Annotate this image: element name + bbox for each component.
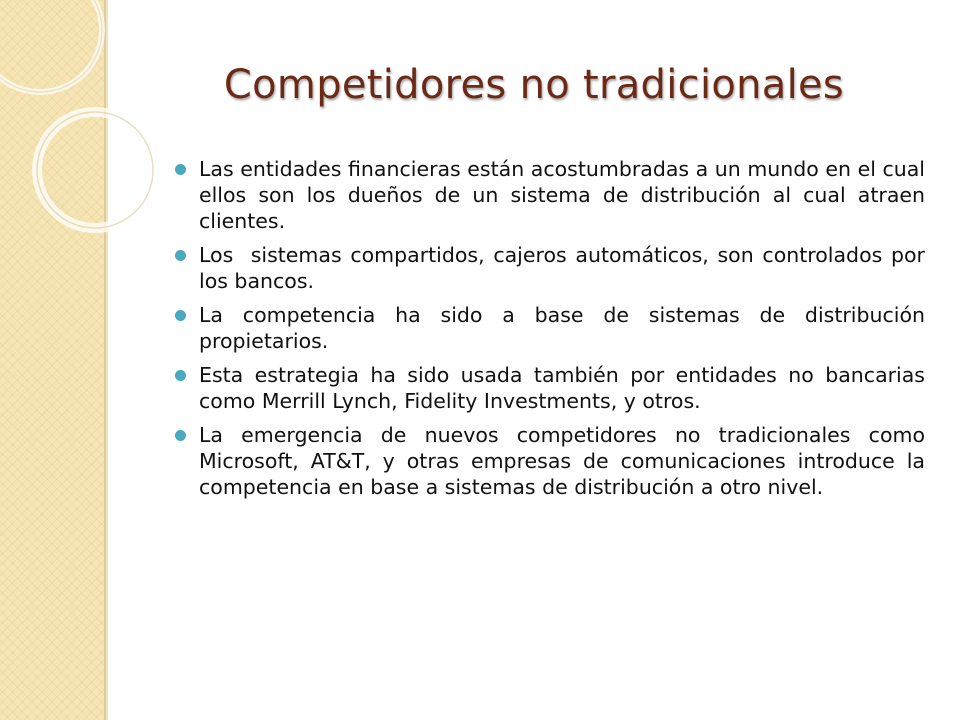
bullet-item bbox=[175, 302, 925, 354]
bullet-text: Los sistemas compartidos, cajeros automáticos, son controlados por los bancos. bbox=[199, 243, 932, 293]
circle-bullet-icon bbox=[175, 310, 186, 321]
circle-bullet-icon bbox=[175, 250, 186, 261]
bullet-text: Esta estrategia ha sido usada también por entidades no bancarias como Merrill Lynch, Fidelity Investments, y otros. bbox=[199, 363, 925, 413]
bullet-item bbox=[175, 242, 932, 294]
bullet-text: Las entidades financieras están acostumbradas a un mundo en el cual ellos son los dueños de un sistema de distribución al cual atraen clientes. bbox=[199, 157, 925, 233]
bullet-item bbox=[175, 362, 925, 414]
bullet-list bbox=[175, 156, 932, 508]
circle-bullet-icon bbox=[175, 430, 186, 441]
bullet-text: La emergencia de nuevos competidores no tradicionales como Microsoft, AT&T, y otras empresas de comunicaciones introduce la competencia en base a sistemas de distribución a otro nivel. bbox=[199, 423, 925, 499]
decorative-circles bbox=[0, 0, 200, 260]
bullet-item bbox=[175, 422, 925, 500]
circle-bullet-icon bbox=[175, 164, 186, 175]
circle-bullet-icon bbox=[175, 370, 186, 381]
slide-title: Competidores no tradicionales bbox=[223, 62, 845, 108]
bullet-text: La competencia ha sido a base de sistemas de distribución propietarios. bbox=[199, 303, 925, 353]
bullet-item bbox=[175, 156, 925, 234]
